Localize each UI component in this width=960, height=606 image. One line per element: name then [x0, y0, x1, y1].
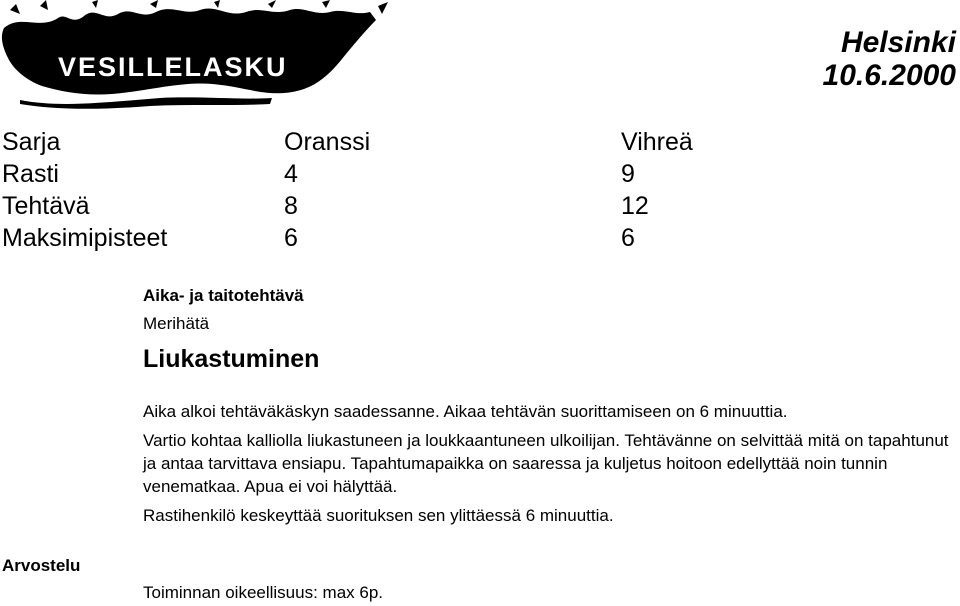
- row-label: Sarja: [2, 128, 61, 156]
- task-subtype: Merihätä: [143, 314, 210, 333]
- logo-wordmark: VESILLELASKU: [58, 52, 288, 82]
- instruction-paragraph: Aika alkoi tehtäväkäskyn saadessanne. Aikaa tehtävän suorittamiseen on 6 minuuttia.: [143, 402, 788, 421]
- row-label: Tehtävä: [2, 192, 90, 220]
- oranssi-value: 6: [284, 224, 298, 252]
- evaluation-criteria: Toiminnan oikeellisuus: max 6p.: [143, 583, 384, 602]
- summary-row-tehtava: [2, 190, 771, 222]
- summary-table: [2, 126, 771, 254]
- date: 10.6.2000: [822, 59, 956, 92]
- instruction-paragraph: Vartio kohtaa kalliolla liukastuneen ja loukkaantuneen ulkoilijan. Tehtävänne on selvittää mitä on tapahtunut ja antaa tarvittava ensiapu. Tapahtumapaikka on saaressa ja kuljetus hoitoon edellyttää noin tunnin venematkaa. Apua ei voi hälyttää.: [143, 431, 949, 496]
- place-date: [823, 26, 956, 92]
- evaluation-label: Arvostelu: [2, 556, 81, 575]
- task-type: Aika- ja taitotehtävä: [143, 286, 304, 305]
- row-label: Rasti: [2, 160, 59, 188]
- vesillelasku-logo: [0, 0, 400, 115]
- summary-row-rasti: [2, 158, 771, 190]
- summary-row-maksimipisteet: [2, 222, 771, 254]
- summary-row-sarja: [2, 126, 771, 158]
- instruction-paragraph: Rastihenkilö keskeyttää suorituksen sen ylittäessä 6 minuuttia.: [143, 506, 614, 525]
- vihrea-value: 6: [621, 224, 635, 252]
- vihrea-value: 9: [621, 160, 635, 188]
- vihrea-value: 12: [621, 192, 649, 220]
- city: Helsinki: [840, 26, 956, 59]
- task-title: Liukastuminen: [143, 345, 320, 373]
- vihrea-value: Vihreä: [621, 128, 693, 156]
- oranssi-value: 8: [284, 192, 298, 220]
- oranssi-value: Oranssi: [284, 128, 371, 156]
- row-label: Maksimipisteet: [2, 224, 168, 252]
- task-instructions: [143, 400, 955, 527]
- wave-logo-icon: [0, 0, 400, 115]
- oranssi-value: 4: [284, 160, 298, 188]
